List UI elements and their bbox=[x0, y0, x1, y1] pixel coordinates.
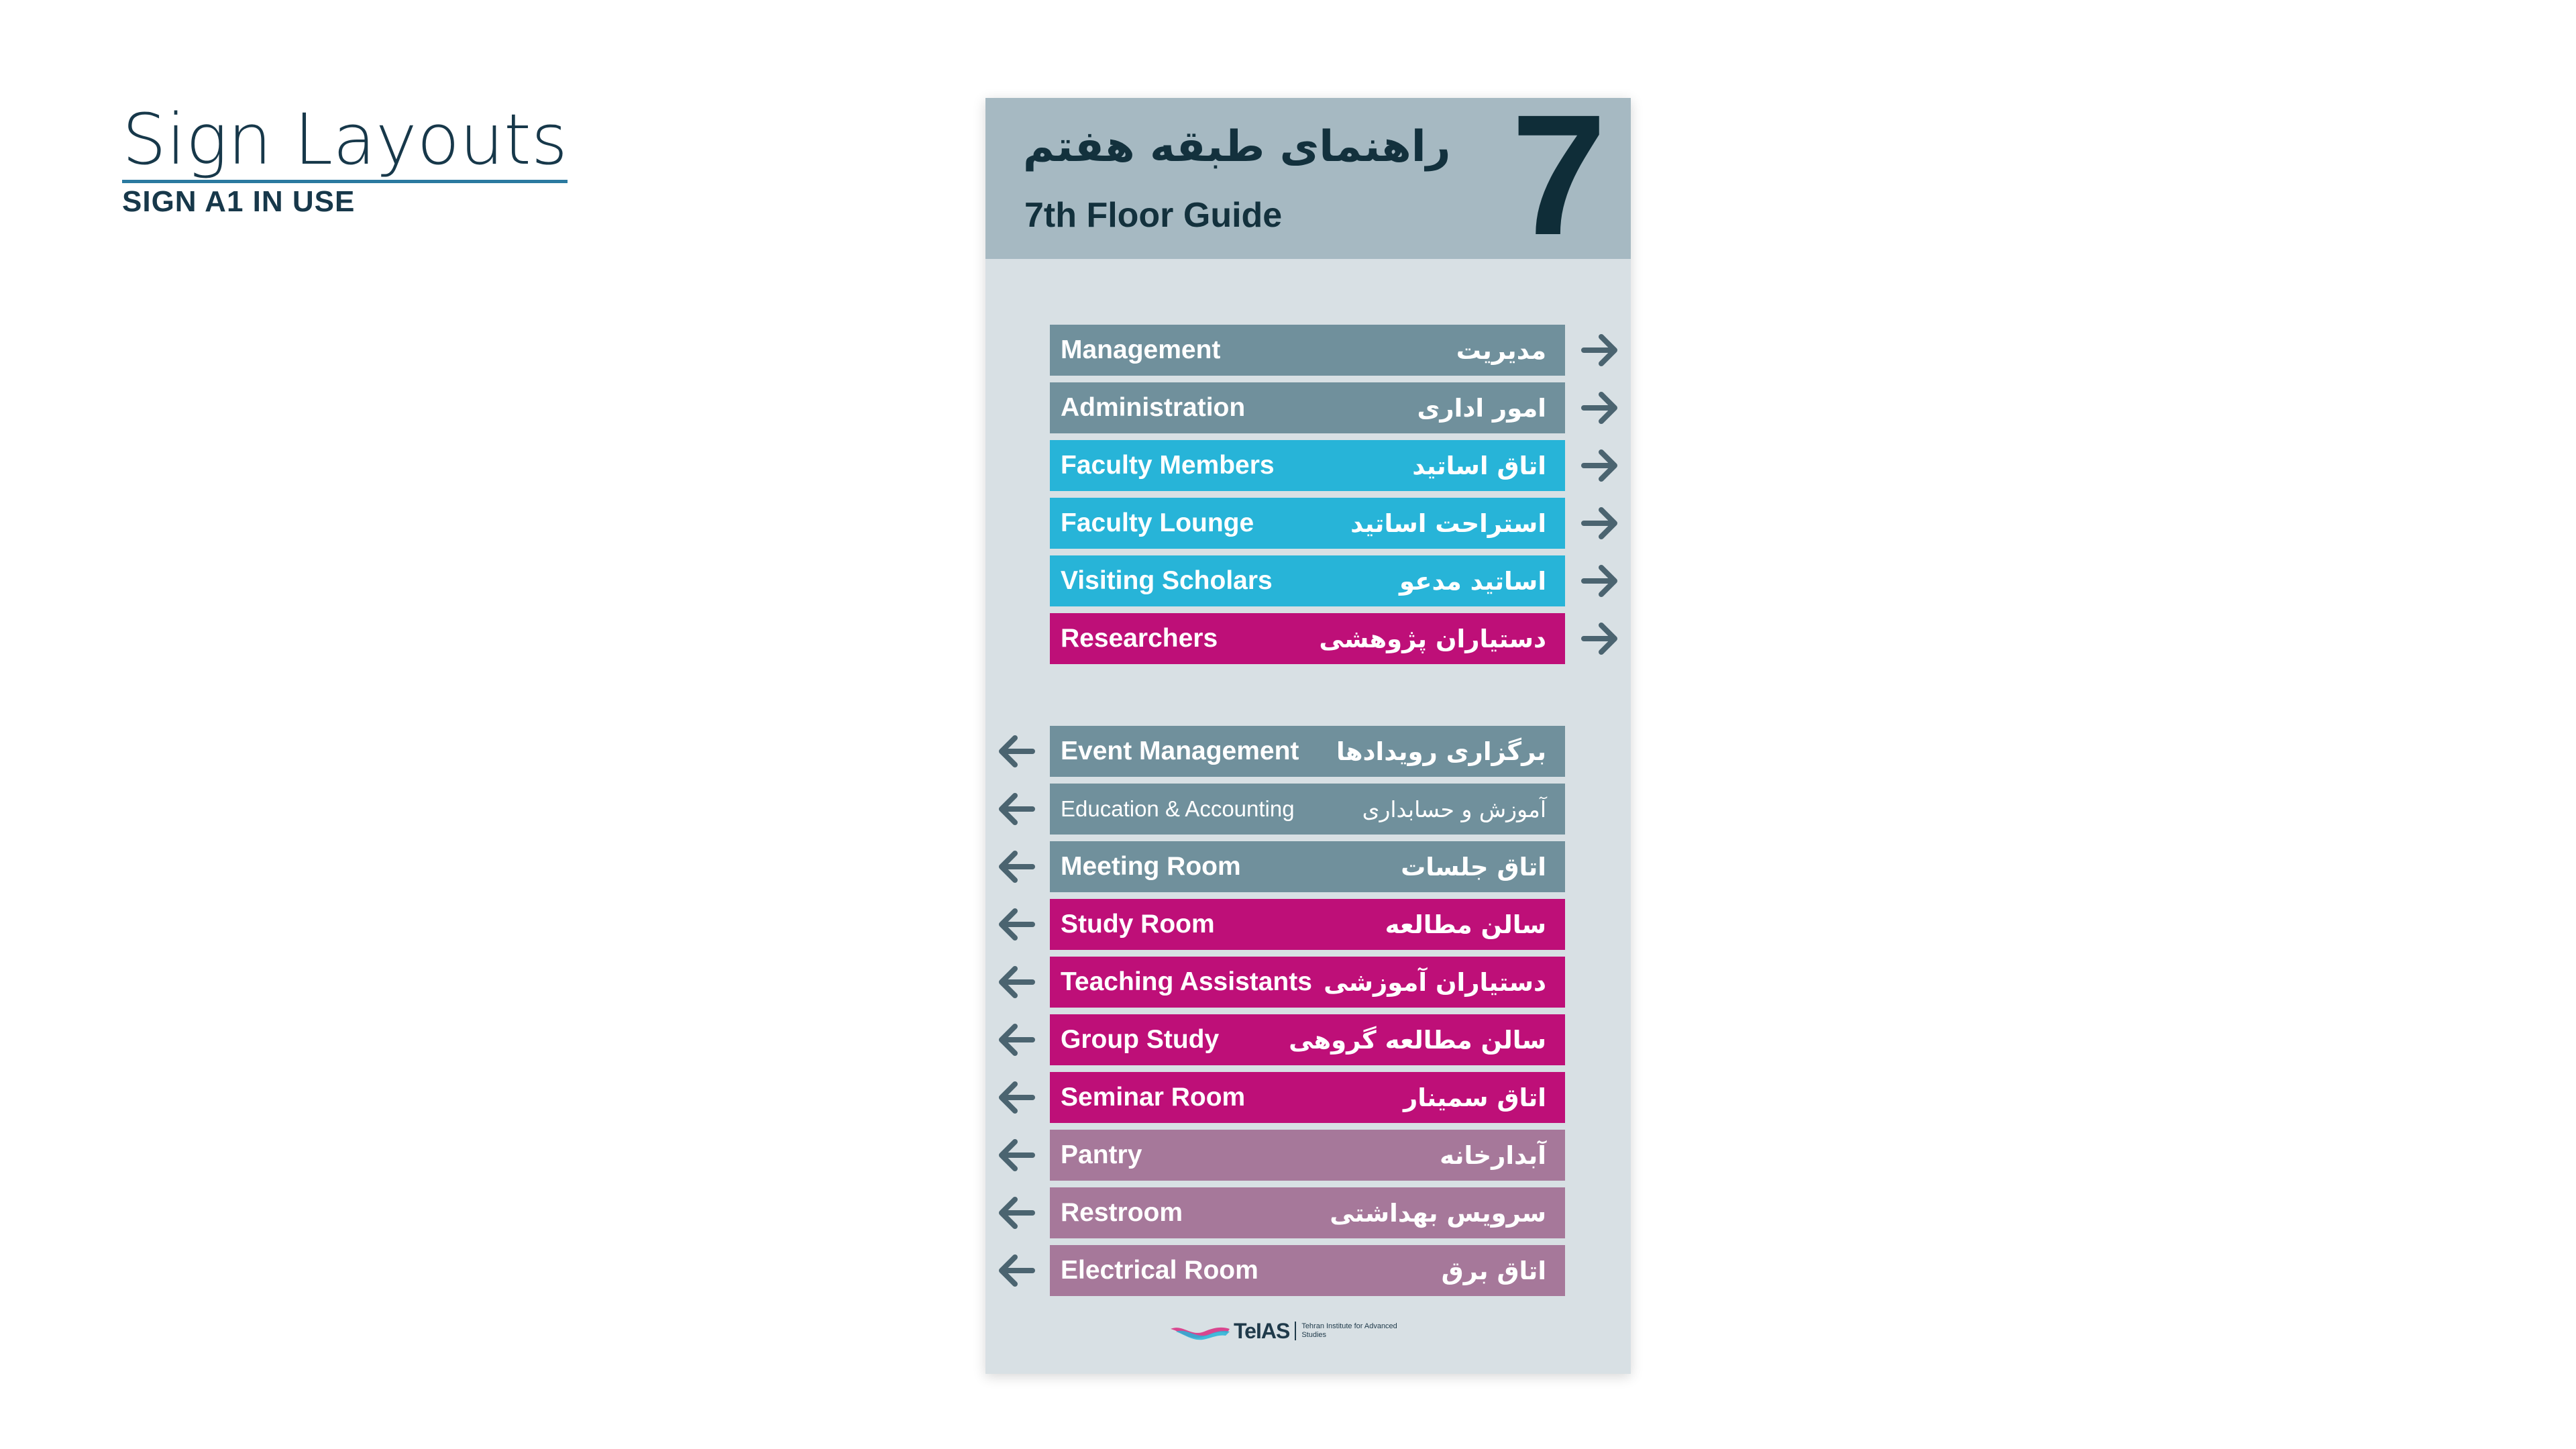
destination-english: Meeting Room bbox=[1061, 852, 1241, 881]
arrow-right-icon bbox=[1580, 619, 1620, 659]
directory-label bbox=[1050, 498, 1565, 549]
directory-row bbox=[985, 440, 1631, 491]
directory-row bbox=[985, 726, 1631, 777]
directory-row bbox=[985, 1072, 1631, 1123]
destination-persian: سالن مطالعه bbox=[1385, 910, 1546, 939]
destination-persian: آبدارخانه bbox=[1440, 1140, 1546, 1170]
directory-row bbox=[985, 1187, 1631, 1238]
page-heading bbox=[122, 99, 568, 219]
logo-subtext: Tehran Institute for Advanced Studies bbox=[1301, 1322, 1397, 1339]
directory-label bbox=[1050, 1072, 1565, 1123]
arrow-right-icon bbox=[1580, 388, 1620, 428]
destination-english: Event Management bbox=[1061, 737, 1299, 765]
destination-english: Teaching Assistants bbox=[1061, 967, 1312, 996]
arrow-left-icon bbox=[996, 1020, 1036, 1060]
arrow-left-icon bbox=[996, 1193, 1036, 1233]
arrow-right-icon bbox=[1580, 445, 1620, 486]
directory-label bbox=[1050, 899, 1565, 950]
directory-row bbox=[985, 555, 1631, 606]
directory-label bbox=[1050, 325, 1565, 376]
sign-title-english: 7th Floor Guide bbox=[1024, 196, 1283, 235]
destination-english: Electrical Room bbox=[1061, 1256, 1258, 1285]
destination-persian: برگزاری رویدادها bbox=[1336, 737, 1546, 766]
arrow-right-icon bbox=[1580, 503, 1620, 543]
destination-persian: دستیاران پژوهشی bbox=[1319, 624, 1546, 653]
destination-english: Faculty Members bbox=[1061, 451, 1275, 480]
sign-header bbox=[985, 79, 1631, 271]
destination-english: Pantry bbox=[1061, 1140, 1142, 1169]
institute-logo bbox=[1169, 1319, 1451, 1343]
destination-persian: دستیاران آموزشی bbox=[1324, 967, 1546, 997]
logo-divider bbox=[1295, 1322, 1296, 1340]
destination-persian: امور اداری bbox=[1417, 393, 1546, 423]
destination-english: Administration bbox=[1061, 393, 1246, 422]
directory-row bbox=[985, 957, 1631, 1008]
directory-label bbox=[1050, 1014, 1565, 1065]
directory-row bbox=[985, 382, 1631, 433]
directory-label bbox=[1050, 1245, 1565, 1296]
directory-label bbox=[1050, 440, 1565, 491]
directory-label bbox=[1050, 1187, 1565, 1238]
page-title: Sign Layouts bbox=[122, 99, 568, 183]
destination-persian: سرویس بهداشتی bbox=[1330, 1198, 1546, 1228]
destination-english: Management bbox=[1061, 335, 1221, 364]
directory-row bbox=[985, 1130, 1631, 1181]
destination-english: Researchers bbox=[1061, 624, 1218, 653]
floor-guide-sign bbox=[985, 79, 1631, 1374]
destination-persian: سالن مطالعه گروهی bbox=[1289, 1025, 1546, 1055]
destination-persian: مدیریت bbox=[1456, 335, 1546, 365]
directory-label bbox=[1050, 613, 1565, 664]
logo-text: TeIAS bbox=[1234, 1318, 1290, 1343]
destination-persian: اتاق جلسات bbox=[1401, 852, 1546, 881]
destination-persian: اتاق برق bbox=[1441, 1256, 1546, 1285]
destination-english: Study Room bbox=[1061, 910, 1215, 938]
directory-label bbox=[1050, 382, 1565, 433]
destination-english: Faculty Lounge bbox=[1061, 508, 1254, 537]
arrow-left-icon bbox=[996, 1135, 1036, 1175]
directory-label bbox=[1050, 555, 1565, 606]
directory-label bbox=[1050, 726, 1565, 777]
destination-persian: اتاق اساتید bbox=[1412, 451, 1546, 480]
logo-mark-icon bbox=[1169, 1321, 1231, 1341]
directory-row bbox=[985, 498, 1631, 549]
floor-number: 7 bbox=[1511, 79, 1607, 271]
sign-title-persian: راهنمای طبقه هفتم bbox=[1023, 122, 1451, 172]
destination-english: Group Study bbox=[1061, 1025, 1220, 1054]
arrow-left-icon bbox=[996, 1250, 1036, 1291]
page-subtitle: SIGN A1 IN USE bbox=[122, 185, 356, 218]
directory-row bbox=[985, 899, 1631, 950]
destination-english: Education & Accounting bbox=[1061, 796, 1295, 821]
arrow-left-icon bbox=[996, 962, 1036, 1002]
destination-english: Seminar Room bbox=[1061, 1083, 1246, 1112]
destination-persian: استراحت اساتید bbox=[1350, 508, 1546, 538]
arrow-left-icon bbox=[996, 904, 1036, 945]
directory-row bbox=[985, 325, 1631, 376]
directory-row bbox=[985, 613, 1631, 664]
directory-row bbox=[985, 1245, 1631, 1296]
arrow-left-icon bbox=[996, 1077, 1036, 1118]
destination-persian: اتاق سمینار bbox=[1403, 1083, 1546, 1112]
directory-row bbox=[985, 784, 1631, 835]
directory-label bbox=[1050, 957, 1565, 1008]
directory-row bbox=[985, 1014, 1631, 1065]
directory-label bbox=[1050, 841, 1565, 892]
destination-english: Restroom bbox=[1061, 1198, 1183, 1227]
directory-label bbox=[1050, 1130, 1565, 1181]
arrow-left-icon bbox=[996, 789, 1036, 829]
arrow-right-icon bbox=[1580, 561, 1620, 601]
destination-persian: اساتید مدعو bbox=[1399, 566, 1546, 596]
directory-row bbox=[985, 841, 1631, 892]
directory-label bbox=[1050, 784, 1565, 835]
arrow-right-icon bbox=[1580, 330, 1620, 370]
arrow-left-icon bbox=[996, 847, 1036, 887]
destination-english: Visiting Scholars bbox=[1061, 566, 1273, 595]
destination-persian: آموزش و حسابداری bbox=[1362, 796, 1546, 822]
arrow-left-icon bbox=[996, 731, 1036, 771]
